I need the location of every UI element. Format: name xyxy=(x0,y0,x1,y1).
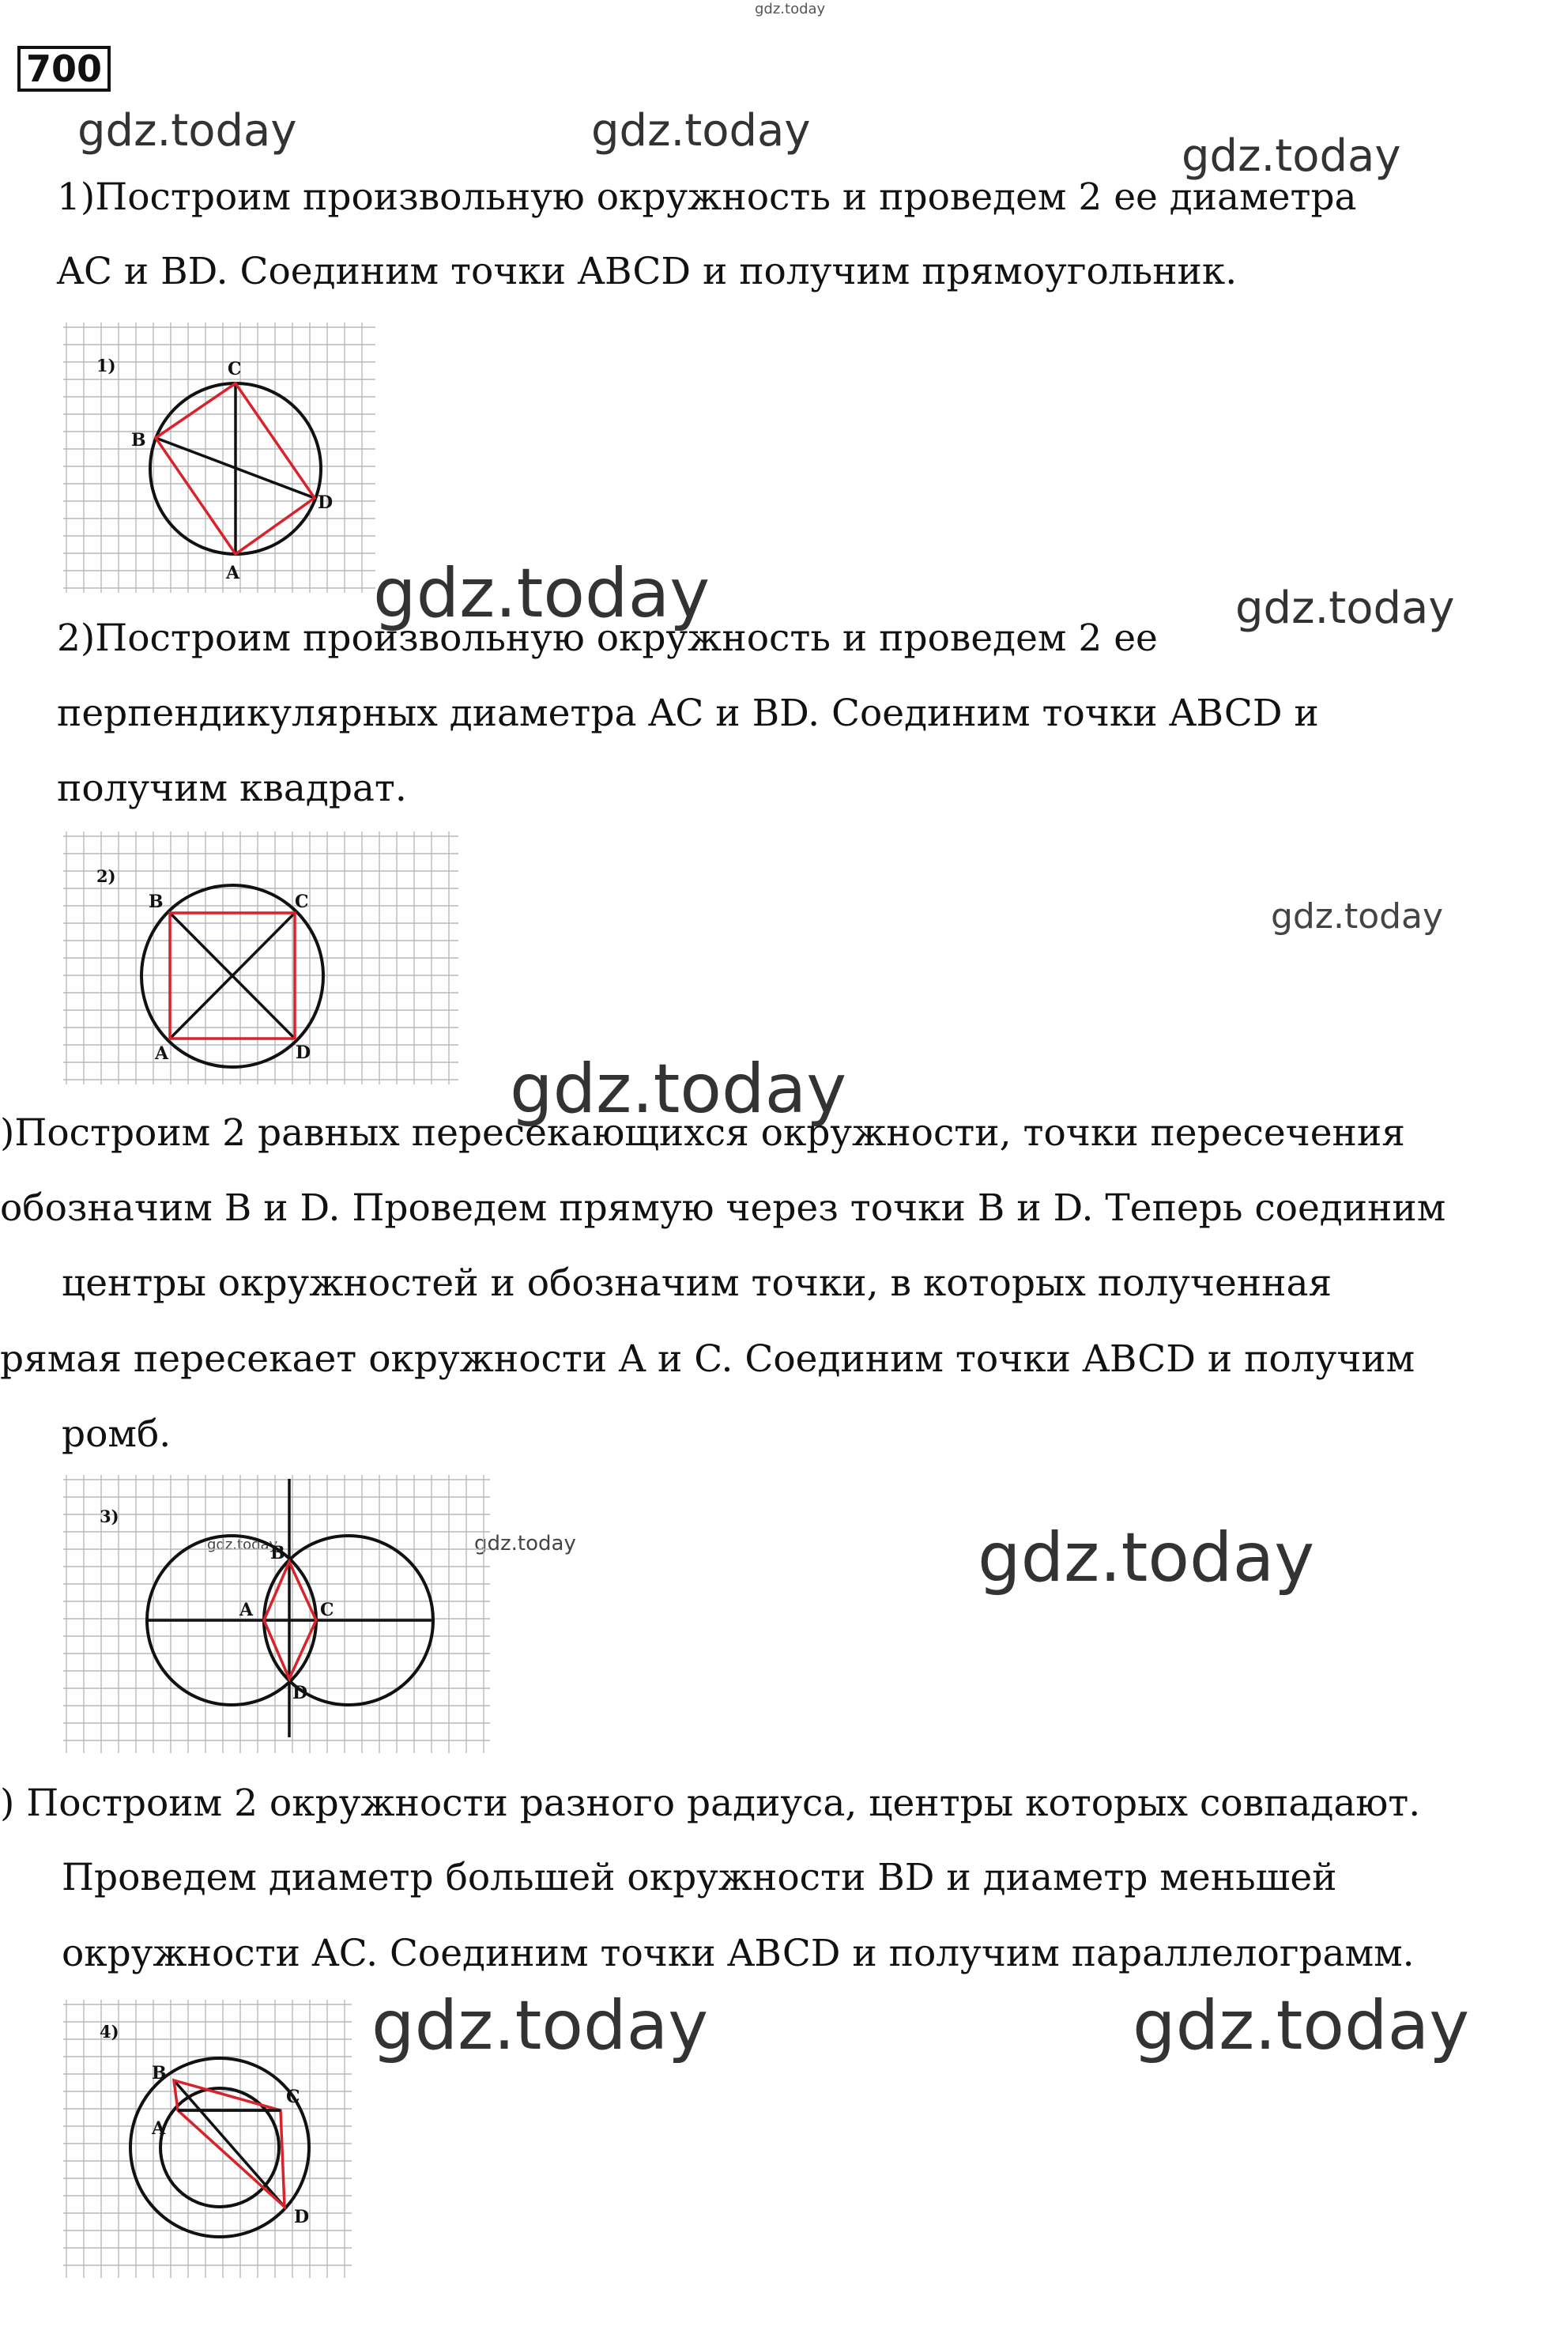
figure-2-square xyxy=(63,831,458,1084)
text-line: AC и BD. Соединим точки ABCD и получим прямоугольник. xyxy=(57,250,1238,293)
point-label: D xyxy=(292,1683,308,1703)
text-line: ромб. xyxy=(62,1412,172,1456)
point-label: B xyxy=(131,430,146,451)
text-line: центры окружностей и обозначим точки, в которых полученная xyxy=(62,1261,1332,1305)
point-label: D xyxy=(294,2207,310,2227)
text-line: перпендикулярных диаметра AC и BD. Соединим точки ABCD и xyxy=(57,692,1319,735)
figure-label: 3) xyxy=(100,1507,119,1526)
figure-4-parallelogram xyxy=(63,2000,352,2278)
point-label: D xyxy=(318,492,334,513)
text-line: ) Построим 2 окружности разного радиуса, центры которых совпадают. xyxy=(0,1782,1421,1825)
text-line: получим квадрат. xyxy=(57,767,407,810)
figure-label: 2) xyxy=(96,866,116,886)
figure-label: 1) xyxy=(96,356,116,375)
point-label: B xyxy=(270,1543,285,1563)
watermark: gdz.today xyxy=(755,1,826,17)
watermark: gdz.today xyxy=(207,1537,278,1553)
watermark: gdz.today xyxy=(1235,583,1455,634)
point-label: A xyxy=(152,2118,166,2139)
point-label: B xyxy=(149,892,164,912)
text-line: рямая пересекает окружности A и C. Соединим точки ABCD и получим xyxy=(0,1337,1415,1381)
watermark: gdz.today xyxy=(591,105,811,156)
watermark: gdz.today xyxy=(1271,896,1444,937)
text-line: 2)Построим произвольную окружность и проведем 2 ее xyxy=(57,617,1158,660)
point-label: C xyxy=(320,1600,334,1620)
text-line: обозначим B и D. Проведем прямую через точки B и D. Теперь соединим xyxy=(0,1186,1446,1230)
watermark: gdz.today xyxy=(1182,130,1401,182)
point-label: A xyxy=(155,1043,169,1064)
watermark: gdz.today xyxy=(77,105,297,156)
point-label: B xyxy=(152,2063,167,2083)
figure-1-rectangle xyxy=(63,322,375,593)
text-line: 1)Построим произвольную окружность и проведем 2 ее диаметра xyxy=(57,175,1357,219)
task-number: 700 xyxy=(17,46,111,92)
point-label: D xyxy=(296,1043,311,1063)
watermark: gdz.today xyxy=(510,1050,847,1129)
point-label: C xyxy=(286,2087,300,2107)
text-line: окружности AC. Соединим точки ABCD и получим параллелограмм. xyxy=(62,1932,1415,1975)
figure-3-rhombus xyxy=(63,1475,490,1753)
watermark: gdz.today xyxy=(371,1986,709,2065)
point-label: C xyxy=(228,359,242,379)
watermark: gdz.today xyxy=(978,1518,1315,1597)
watermark: gdz.today xyxy=(1133,1986,1470,2065)
figure-label: 4) xyxy=(100,2022,119,2042)
watermark: gdz.today xyxy=(373,554,710,633)
watermark: gdz.today xyxy=(474,1532,576,1556)
point-label: A xyxy=(239,1600,254,1620)
point-label: A xyxy=(226,563,240,583)
text-line: Проведем диаметр большей окружности BD и диаметр меньшей xyxy=(62,1856,1337,1899)
point-label: C xyxy=(295,892,309,912)
text-line: )Построим 2 равных пересекающихся окружности, точки пересечения xyxy=(0,1111,1405,1155)
